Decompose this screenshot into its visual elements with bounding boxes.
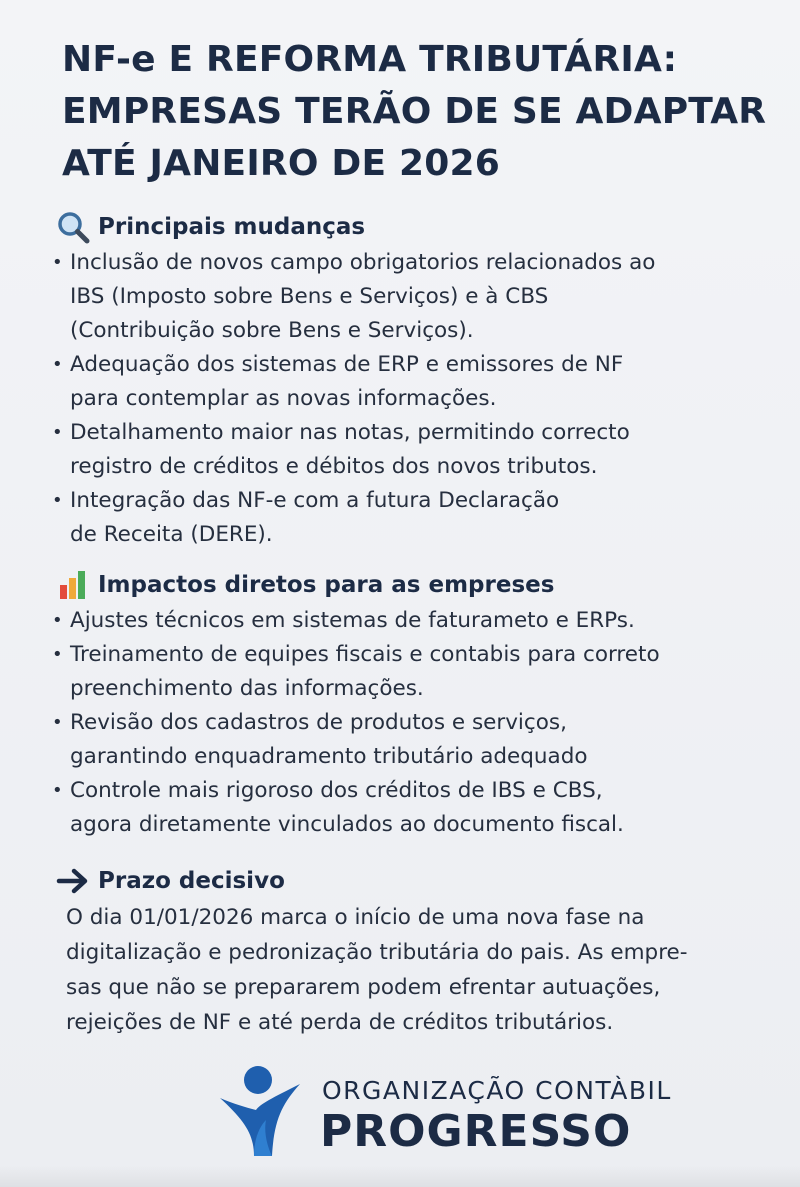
paragraph-line: rejeições de NF e até perda de créditos tributários. xyxy=(66,1010,614,1035)
logo-line1: ORGANIZAÇÃO CONTÀBIL xyxy=(322,1076,672,1105)
heading-text: Principais mudanças xyxy=(98,214,366,240)
list-item xyxy=(56,416,786,484)
heading-text: Prazo decisivo xyxy=(98,868,285,894)
list-item xyxy=(56,706,786,774)
list-item-line: IBS (Imposto sobre Bens e Serviços) e à CBS xyxy=(70,284,549,309)
impacts-list xyxy=(56,604,786,842)
paragraph-line: O dia 01/01/2026 marca o início de uma nova fase na xyxy=(66,905,645,930)
list-item-line: • Treinamento de equipes fiscais e contabis para correto xyxy=(70,642,660,667)
list-item xyxy=(56,246,786,348)
list-item-line: preenchimento das informações. xyxy=(70,676,424,701)
list-item xyxy=(56,638,786,706)
deadline-paragraph xyxy=(56,900,786,1040)
page-title xyxy=(62,34,782,190)
bar-chart-icon xyxy=(56,568,98,602)
person-figure-logo-icon xyxy=(214,1064,310,1160)
section-principais-mudancas xyxy=(56,208,786,552)
list-item-line: agora diretamente vinculados ao documento fiscal. xyxy=(70,812,624,837)
list-item xyxy=(56,774,786,842)
bottom-shade xyxy=(0,1165,800,1187)
section-heading xyxy=(56,208,786,246)
list-item-line: • Adequação dos sistemas de ERP e emissores de NF xyxy=(70,352,624,377)
company-logo xyxy=(214,1064,714,1164)
list-item-line: • Revisão dos cadastros de produtos e serviços, xyxy=(70,710,567,735)
list-item-line: • Inclusão de novos campo obrigatorios relacionados ao xyxy=(70,250,656,275)
list-item-line: • Ajustes técnicos em sistemas de faturameto e ERPs. xyxy=(70,608,635,633)
title-line: NF-e E REFORMA TRIBUTÁRIA: xyxy=(62,39,678,80)
list-item xyxy=(56,484,786,552)
list-item-line: • Controle mais rigoroso dos créditos de IBS e CBS, xyxy=(70,778,603,803)
magnifier-icon xyxy=(56,210,98,244)
logo-line2: PROGRESSO xyxy=(320,1106,632,1157)
list-item-line: • Integração das NF-e com a futura Declaração xyxy=(70,488,560,513)
section-impactos xyxy=(56,566,786,842)
list-item-line: para contemplar as novas informações. xyxy=(70,386,497,411)
list-item-line: registro de créditos e débitos dos novos tributos. xyxy=(70,454,598,479)
paragraph-line: digitalização e pedronização tributária do pais. As empre- xyxy=(66,940,688,965)
section-heading xyxy=(56,566,786,604)
list-item-line: de Receita (DERE). xyxy=(70,522,273,547)
heading-text: Impactos diretos para as empreses xyxy=(98,572,555,598)
list-item xyxy=(56,604,786,638)
section-prazo xyxy=(56,862,786,1040)
list-item xyxy=(56,348,786,416)
section-heading xyxy=(56,862,786,900)
title-line: ATÉ JANEIRO DE 2026 xyxy=(62,143,500,184)
list-item-line: (Contribuição sobre Bens e Serviços). xyxy=(70,318,474,343)
title-line: EMPRESAS TERÃO DE SE ADAPTAR xyxy=(62,91,767,132)
list-item-line: • Detalhamento maior nas notas, permitindo correcto xyxy=(70,420,630,445)
paragraph-line: sas que não se prepararem podem efrentar autuações, xyxy=(66,975,661,1000)
changes-list xyxy=(56,246,786,552)
list-item-line: garantindo enquadramento tributário adequado xyxy=(70,744,588,769)
arrow-right-icon xyxy=(56,864,98,898)
